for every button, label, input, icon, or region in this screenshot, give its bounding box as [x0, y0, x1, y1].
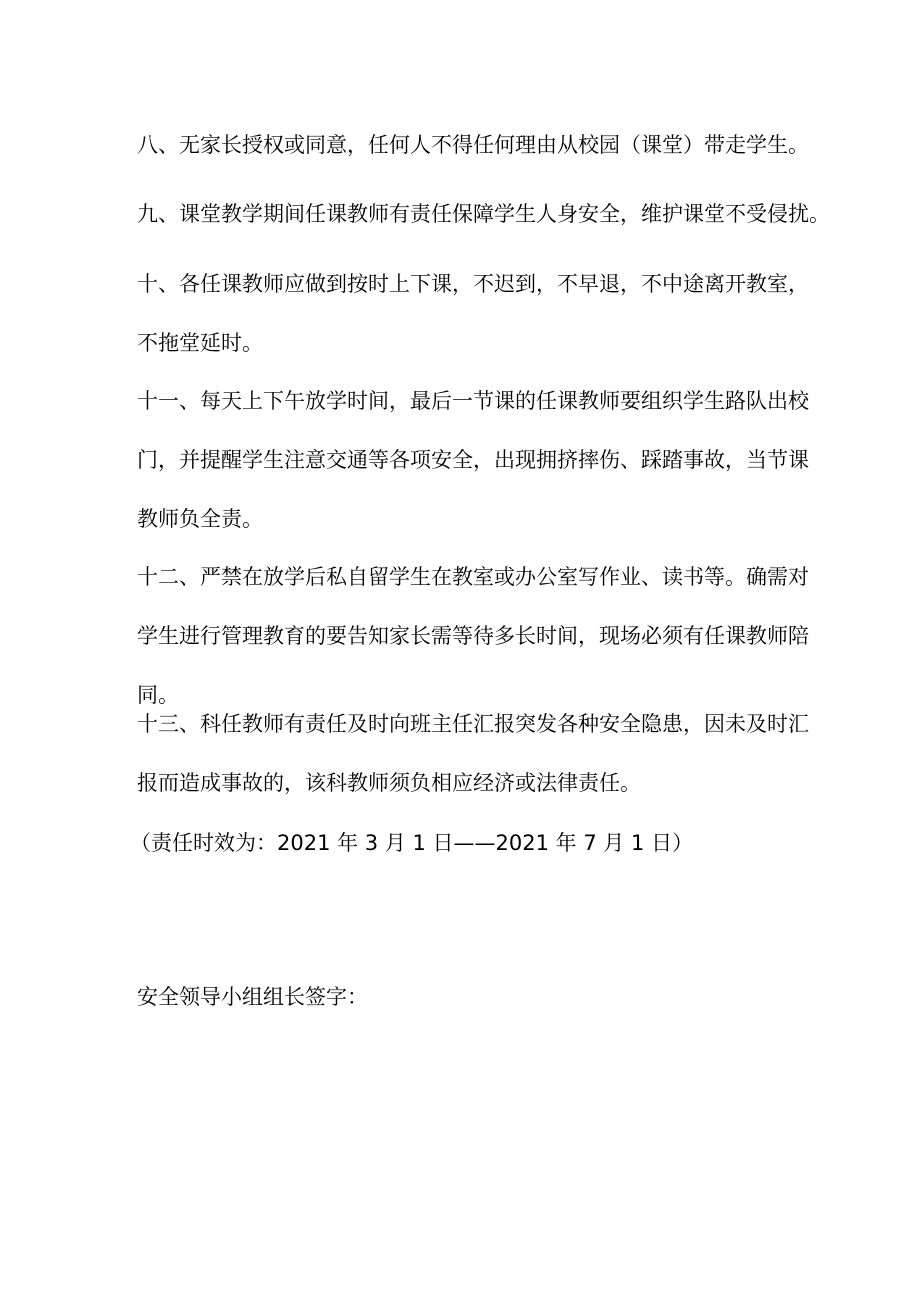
signature-label: 安全领导小组组长签字：: [137, 985, 368, 1009]
clause-11-line-3: 教师负全责。: [137, 507, 263, 531]
clause-11-line-1: 十一、每天上下午放学时间，最后一节课的任课教师要组织学生路队出校: [137, 389, 809, 413]
clause-9: [137, 185, 830, 244]
clause-10: [137, 255, 809, 373]
clause-12-line-2: 学生进行管理教育的要告知家长需等待多长时间，现场必须有任课教师陪: [137, 624, 809, 648]
validity-period: [130, 814, 790, 873]
clause-10-line-1: 十、各任课教师应做到按时上下课，不迟到，不早退，不中途离开教室，: [137, 272, 809, 296]
clause-12-line-1: 十二、严禁在放学后私自留学生在教室或办公室写作业、读书等。确需对: [137, 565, 809, 589]
clause-10-line-2: 不拖堂延时。: [137, 331, 263, 355]
clause-8: [137, 116, 809, 175]
clause-12-line-3: 同。: [137, 683, 179, 707]
clause-11-line-2: 门，并提醒学生注意交通等各项安全，出现拥挤摔伤、踩踏事故，当节课: [137, 448, 809, 472]
clause-13: [137, 695, 809, 813]
clause-13-line-1: 十三、科任教师有责任及时向班主任汇报突发各种安全隐患，因未及时汇: [137, 712, 809, 736]
clause-13-line-2: 报而造成事故的，该科教师须负相应经济或法律责任。: [137, 771, 641, 795]
clause-9-line-1: 九、课堂教学期间任课教师有责任保障学生人身安全，维护课堂不受侵扰。: [137, 202, 830, 226]
validity-period-text: （责任时效为：2021 年 3 月 1 日——2021 年 7 月 1 日）: [130, 831, 694, 855]
clause-8-line-1: 八、无家长授权或同意，任何人不得任何理由从校园（课堂）带走学生。: [137, 133, 809, 157]
signature-block: [137, 968, 797, 1027]
clause-11: [137, 372, 809, 549]
